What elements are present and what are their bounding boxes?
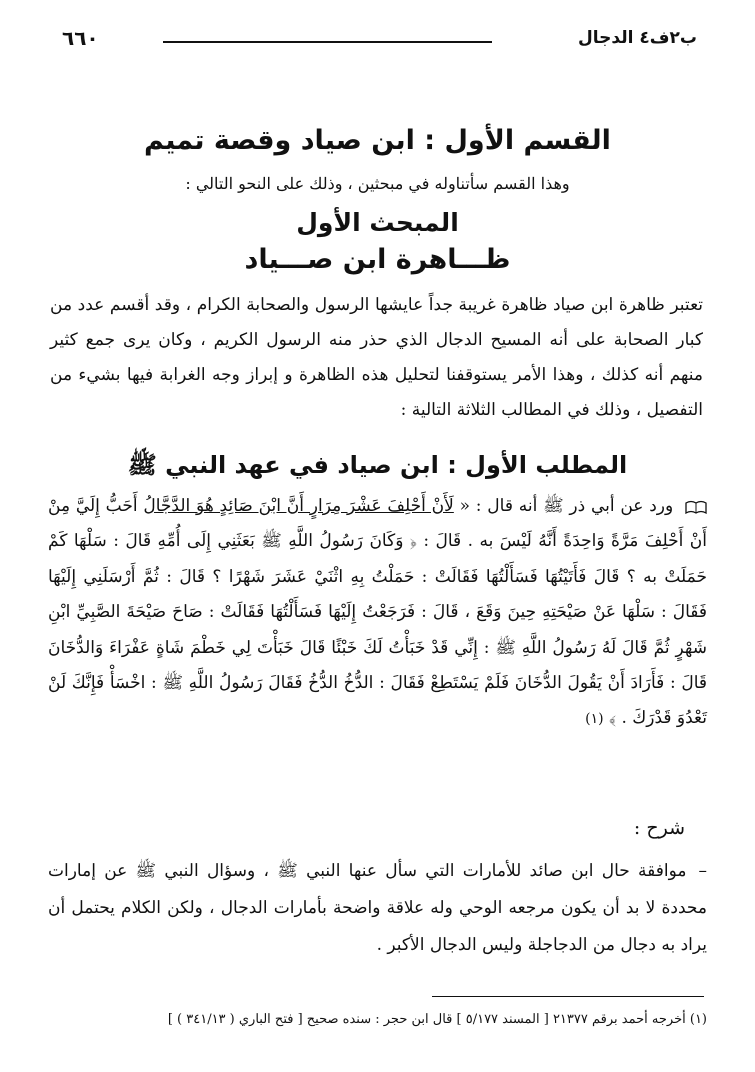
sharh-text: موافقة حال ابن صائد للأمارات التي سأل عنها النبي ﷺ ، وسؤال النبي ﷺ عن إمارات محددة لا بد أن يكون مرجعه الوحي وله علاقة واضحة بأمارات الدجال ، ولكن الكلام يحتمل أن يراد به دجال من الدجاجلة وليس الدجال الأكبر .	[48, 861, 707, 955]
chapter-heading: المبحث الأول	[296, 208, 459, 237]
sharh-label: شرح :	[633, 817, 685, 839]
section-heading: القسم الأول : ابن صياد وقصة تميم	[144, 125, 611, 156]
sharh-paragraph	[48, 853, 707, 964]
hadith-body: أَحَبُّ إِلَيَّ مِنْ أَنْ أَحْلِفَ مَرَّةً وَاحِدَةً أَنَّهُ لَيْسَ به . قَالَ : ﴿ وَكَانَ رَسُولُ اللَّهِ ﷺ بَعَثَنِي إِلَى أُمِّهِ قَالَ : سَلْهَا كَمْ حَمَلَتْ به ؟ قَالَ فَأَتَيْتُهَا فَسَأَلْتُهَا فَقَالَتْ : حَمَلْتُ بِهِ اثْنَيْ عَشَرَ شَهْرًا ؟ قَالَ : ثُمَّ أَرْسَلَنِي إِلَيْهَا فَقَالَ : سَلْهَا عَنْ صَيْحَتِهِ حِينَ وَقَعَ ، قَالَ : فَرَجَعْتُ إِلَيْهَا فَسَأَلْتُهَا فَقَالَتْ : صَاحَ صَيْحَةَ الصَّبِيِّ ابْنِ شَهْرٍ ثُمَّ قَالَ لَهُ رَسُولُ اللَّهِ ﷺ : إِنِّي قَدْ خَبَأْتُ لَكَ خَبْئًا قَالَ خَبَأْتَ لِي خَطْمَ شَاةٍ عَفْرَاءَ وَالدُّخَانَ قَالَ : فَأَرَادَ أَنْ يَقُولَ الدُّخَانَ فَلَمْ يَسْتَطِعْ فَقَالَ : الدُّخُ الدُّخُ فَقَالَ رَسُولُ اللَّهِ ﷺ : اخْسَأْ فَإِنَّكَ لَنْ تَعْدُوَ قَدْرَكَ . ﴾	[48, 496, 707, 729]
footnote: (١) أخرجه أحمد برقم ٢١٣٧٧ [ المسند ٥/١٧٧ ] قال ابن حجر : سنده صحيح [ فتح الباري ( ٣٤١/١٣ ) ]	[167, 1012, 707, 1027]
hadith-intro: ورد عن أبي ذر ﷺ أنه قال : «	[459, 496, 674, 516]
matlab-heading: المطلب الأول : ابن صياد في عهد النبي ﷺ	[127, 451, 628, 479]
open-book-icon	[685, 500, 707, 514]
body-paragraph: تعتبر ظاهرة ابن صياد ظاهرة غريبة جداً عايشها الرسول والصحابة الكرام ، وقد أقسم عدد من كبار الصحابة على أنه المسيح الدجال الذي حذر منه الرسول الكريم ، وكان يرى جمع كثير منهم أنه كذلك ، وهذا الأمر يستوقفنا لتحليل هذه الظاهرة و إبراز وجه الغرابة فيها بشيء من التفصيل ، وذلك في المطالب الثلاثة التالية :	[50, 295, 703, 420]
running-head: ب٢ف٤ الدجال	[578, 28, 697, 48]
title-heading: ظـــاهرة ابن صـــياد	[244, 244, 511, 275]
list-dash: –	[698, 861, 707, 881]
intro-line: وهذا القسم سأتناوله في مبحثين ، وذلك على النحو التالي :	[185, 174, 570, 193]
header-rule	[163, 41, 492, 43]
page-number: ٦٦٠	[62, 26, 99, 50]
hadith-quoted: لَأَنْ أَحْلِفَ عَشْرَ مِرَارٍ أَنَّ ابْنَ صَائِدٍ هُوَ الدَّجَّالُ	[143, 496, 454, 516]
footnote-ref: (١)	[585, 711, 604, 728]
hadith-block	[48, 489, 707, 738]
page-header	[58, 26, 697, 56]
footnote-rule	[432, 996, 704, 997]
